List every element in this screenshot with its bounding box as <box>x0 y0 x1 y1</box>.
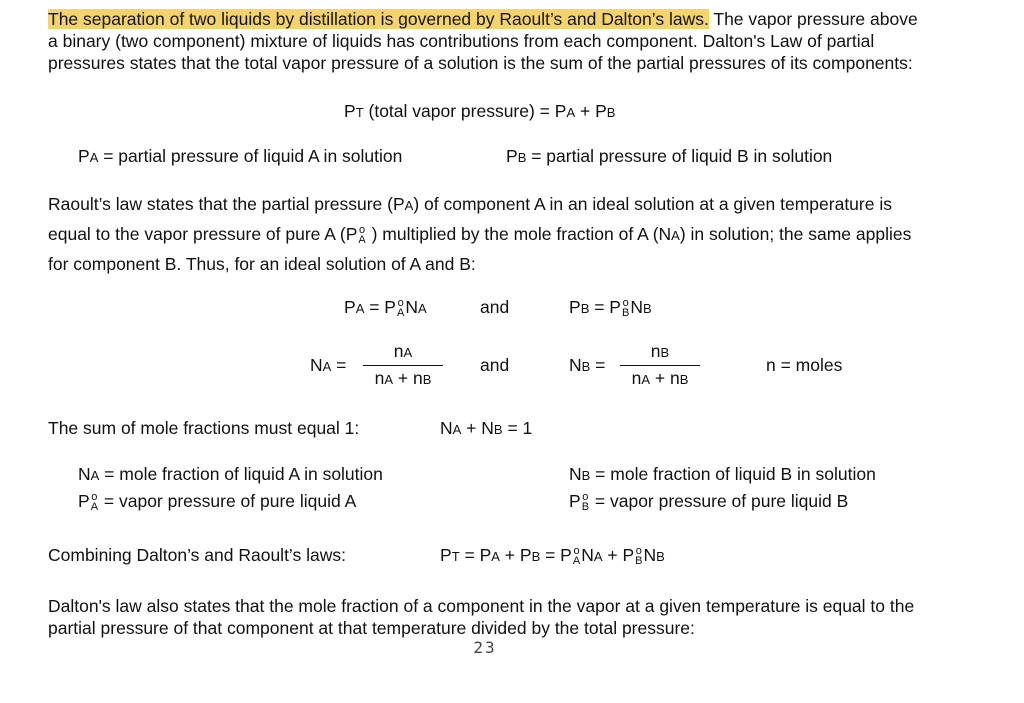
total-pressure-equation: PT (total vapor pressure) = PA + PB <box>344 101 616 121</box>
definition-nb: NB = mole fraction of liquid B in solution <box>569 464 876 484</box>
intro-paragraph: The separation of two liquids by distillation is governed by Raoult’s and Dalton’s laws. The vapor pressure above a binary (two component) mixture of liquids has contributions from each component. Dalton's Law of partial pressures states that the total vapor pressure of a solution is the sum of the partial pressures of its components: <box>48 9 918 73</box>
combined-label: Combining Dalton’s and Raoult’s laws: <box>48 545 346 565</box>
definition-pb: PB = partial pressure of liquid B in solution <box>506 146 833 166</box>
and-word-2: and <box>480 355 510 375</box>
page-number: 23 <box>473 638 497 657</box>
fraction-a: nA nA + nB <box>363 341 443 390</box>
sum-equation: NA + NB = 1 <box>440 418 533 438</box>
fraction-b: nB nA + nB <box>620 341 700 390</box>
moles-note: n = moles <box>766 355 843 375</box>
and-word-1: and <box>480 297 510 317</box>
raoult-equation-b: PB = P o B NB <box>569 297 652 320</box>
definition-pa-pure: P o A = vapor pressure of pure liquid A <box>78 491 357 514</box>
raoult-paragraph: Raoult’s law states that the partial pressure (PA) of component A in an ideal solution at a given temperature is equal to the vapor pressure of pure A (P o A ) multiplied by the mole fraction of A (NA) in solution; the same applies for component B. Thus, for an ideal solution of A and B: <box>48 194 912 274</box>
raoult-equation-a: PA = P o A NA <box>344 297 427 320</box>
dalton-vapor-paragraph: Dalton's law also states that the mole fraction of a component in the vapor at a given temperature is equal to the partial pressure of that component at that temperature divided by the total pressure: <box>48 596 915 638</box>
definition-pb-pure: P o B = vapor pressure of pure liquid B <box>569 491 849 514</box>
mole-fraction-b-label: NB = <box>569 355 606 375</box>
definition-pa: PA = partial pressure of liquid A in solution <box>78 146 403 166</box>
definition-na: NA = mole fraction of liquid A in solution <box>78 464 383 484</box>
fraction-bar-a <box>363 365 443 366</box>
highlighted-sentence: The separation of two liquids by distillation is governed by Raoult’s and Dalton’s laws <box>48 9 704 29</box>
fraction-bar-b <box>620 365 700 366</box>
mole-fraction-a-label: NA = <box>310 355 347 375</box>
sum-text: The sum of mole fractions must equal 1: <box>48 418 360 438</box>
combined-equation: PT = PA + PB = P o A NA + P o B NB <box>440 545 665 568</box>
